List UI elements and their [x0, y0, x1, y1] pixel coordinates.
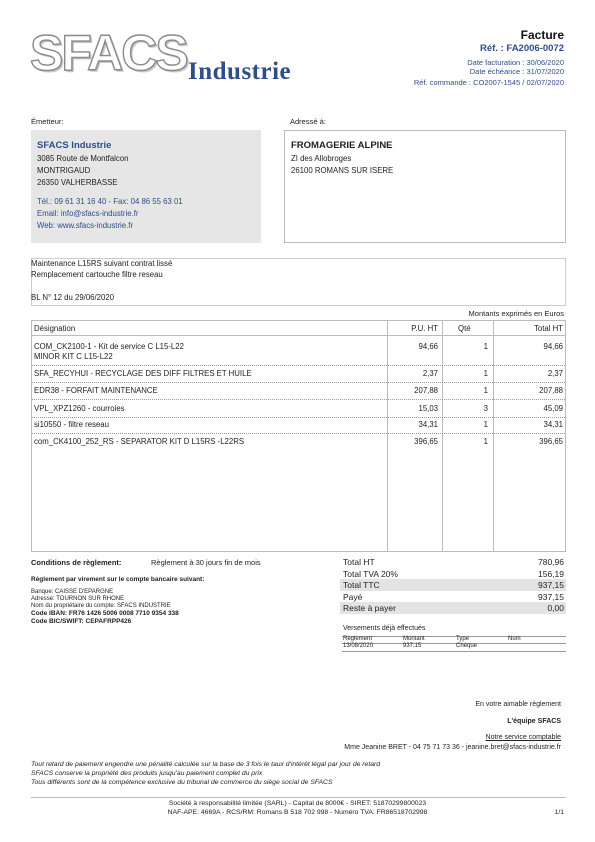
closing-greeting: En votre aimable règlement	[475, 701, 561, 708]
company-logo-sfacs: SFACS	[30, 25, 187, 81]
payment-date: 13/08/2020	[343, 643, 374, 649]
payments-header-type: Type	[456, 636, 470, 642]
payments-header-date: Règlement	[343, 636, 373, 642]
account-owner: Nom du propriétaire du compte: SFACS INDUSTRIE	[31, 603, 171, 609]
order-reference: Réf. commande : CO2007-1545 / 02/07/2020	[413, 78, 564, 87]
line-designation-detail: MINOR KIT C L15-L22	[34, 352, 113, 361]
line-unit-price: 2,37	[422, 369, 438, 378]
payment-amount: 937,15	[403, 643, 422, 649]
invoice-reference: Réf. : FA2006-0072	[480, 43, 564, 54]
line-designation: si10550 - filtre reseau	[34, 420, 109, 429]
line-quantity: 3	[483, 404, 488, 413]
payments-done-label: Versements déjà effectués	[343, 625, 426, 632]
document-title: Facture	[520, 28, 564, 42]
line-unit-price: 207,88	[414, 386, 438, 395]
addressee-address-line: ZI des Allobroges	[291, 154, 352, 163]
description-line: Maintenance L15RS suivant contrat lissé	[31, 259, 173, 268]
total-value: 156,19	[538, 569, 564, 579]
legal-late-penalty: Tout retard de paiement engendre une pénalité calculée sur la base de 3 fois le taux d'intérêt légal par jour de retard	[31, 761, 381, 768]
total-label: Total TTC	[343, 580, 380, 590]
total-row	[340, 579, 566, 591]
description-line: Remplacement cartouche filtre reseau	[31, 270, 163, 279]
line-total: 207,88	[539, 386, 563, 395]
total-value: 780,96	[538, 557, 564, 567]
line-quantity: 1	[483, 342, 488, 351]
bank-name: Banque: CAISSE D'EPARGNE	[31, 589, 114, 595]
payments-table-rule	[342, 651, 566, 652]
total-label: Reste à payer	[343, 603, 396, 613]
line-total: 396,65	[539, 437, 563, 446]
payment-type: Chèque	[456, 643, 478, 649]
emitter-name: SFACS Industrie	[37, 140, 112, 151]
company-logo-industrie: Industrie	[188, 58, 292, 85]
line-unit-price: 15,03	[418, 404, 438, 413]
line-designation: VPL_XPZ1260 - courroies	[34, 404, 125, 413]
line-designation: COM_CK2100-1 - Kit de service C L15-L22	[34, 342, 184, 351]
payments-table-rule	[342, 643, 566, 644]
bic: Code BIC/SWIFT: CEPAFRPP426	[31, 618, 132, 625]
page-number: 1/1	[554, 809, 564, 816]
table-header-unit-price: P.U. HT	[411, 324, 438, 333]
emitter-phone: Tél.: 09 61 31 16 40 - Fax: 04 86 55 63 01	[37, 197, 183, 206]
line-total: 45,09	[543, 404, 563, 413]
delivery-note: BL N° 12 du 29/06/2020	[31, 293, 115, 302]
emitter-address-line: MONTRIGAUD	[37, 166, 91, 175]
footer-registration-info: NAF-APE: 4669A - RCS/RM: Romans B 518 702 998 - Numéro TVA: FR86518702998	[167, 809, 428, 816]
line-total: 2,37	[547, 369, 563, 378]
total-row	[340, 602, 566, 614]
legal-ownership: SFACS conserve la propriété des produits jusqu'au paiement complet du prix	[31, 770, 263, 777]
line-designation: EDR38 - FORFAIT MAINTENANCE	[34, 386, 158, 395]
line-quantity: 1	[483, 420, 488, 429]
payment-conditions-value: Règlement à 30 jours fin de mois	[151, 558, 261, 567]
total-label: Total TVA 20%	[343, 569, 398, 579]
total-value: 937,15	[538, 592, 564, 602]
line-quantity: 1	[483, 369, 488, 378]
emitter-address-line: 3085 Route de Montfalcon	[37, 154, 129, 163]
accounting-contact: Mme Jeanine BRET - 04 75 71 73 36 - jeanine.bret@sfacs-industrie.fr	[344, 744, 561, 751]
line-designation: SFA_RECYHUI - RECYCLAGE DES DIFF FILTRES ET HUILE	[34, 369, 252, 378]
emitter-email[interactable]: Email: info@sfacs-industrie.fr	[37, 209, 139, 218]
table-header-total: Total HT	[533, 324, 563, 333]
total-row	[340, 556, 566, 568]
line-designation: com_CK4100_252_RS - SEPARATOR KIT D L15RS -L22RS	[34, 437, 245, 446]
line-unit-price: 94,66	[418, 342, 438, 351]
emitter-web[interactable]: Web: www.sfacs-industrie.fr	[37, 221, 134, 230]
invoice-date: Date facturation : 30/06/2020	[467, 58, 564, 67]
total-label: Payé	[343, 592, 363, 602]
emitter-label: Émetteur:	[31, 117, 64, 126]
payment-conditions-label: Conditions de règlement:	[31, 558, 122, 567]
emitter-address-line: 26350 VALHERBASSE	[37, 178, 118, 187]
line-quantity: 1	[483, 437, 488, 446]
line-unit-price: 396,65	[414, 437, 438, 446]
payments-header-amount: Montant	[403, 636, 425, 642]
addressee-name: FROMAGERIE ALPINE	[291, 140, 393, 151]
line-unit-price: 34,31	[418, 420, 438, 429]
line-quantity: 1	[483, 386, 488, 395]
payments-header-num: Num	[508, 636, 521, 642]
total-value: 0,00	[547, 603, 564, 613]
due-date: Date échéance : 31/07/2020	[469, 67, 564, 76]
addressee-address-line: 26100 ROMANS SUR ISERE	[291, 166, 394, 175]
bank-transfer-label: Règlement par virement sur le compte bancaire suivant:	[31, 576, 205, 583]
footer-rule	[31, 797, 566, 798]
payments-table-rule	[342, 636, 566, 637]
table-header-quantity: Qté	[458, 324, 471, 333]
iban: Code IBAN: FR76 1426 5006 0008 7710 9354 338	[31, 610, 179, 617]
line-total: 94,66	[543, 342, 563, 351]
invoice-lines-table	[31, 320, 566, 552]
total-value: 937,15	[538, 580, 564, 590]
table-header-designation: Désignation	[34, 324, 76, 333]
footer-company-info: Société à responsabilité limitée (SARL) - Capital de 8000€ - SIRET: 51870299800023	[168, 800, 427, 807]
line-total: 34,31	[543, 420, 563, 429]
closing-team: L'équipe SFACS	[507, 718, 561, 725]
accounting-service: Notre service comptable	[485, 734, 561, 741]
total-label: Total HT	[343, 557, 375, 567]
legal-jurisdiction: Tous différents sont de la compétence exclusive du tribunal de commerce du siège social de SFACS	[31, 779, 333, 786]
addressee-label: Adressé à:	[290, 117, 326, 126]
amounts-currency-note: Montants exprimés en Euros	[468, 309, 564, 318]
bank-address: Adresse: TOURNON SUR RHONE	[31, 596, 125, 602]
